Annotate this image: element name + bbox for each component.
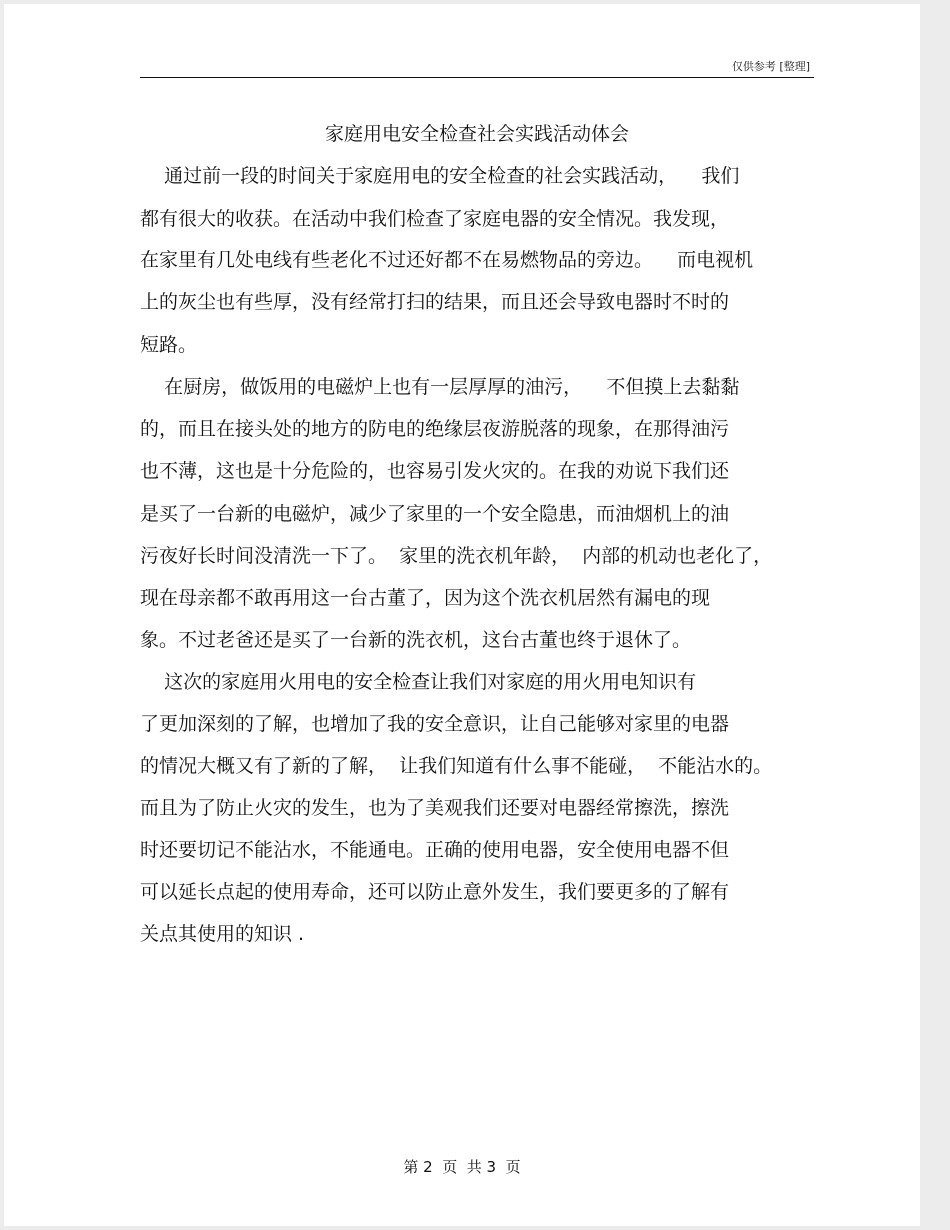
body-line: 通过前一段的时间关于家庭用电的安全检查的社会实践活动， 我们 <box>140 165 740 187</box>
document-title: 家庭用电安全检查社会实践活动体会 <box>324 123 629 145</box>
body-line: 都有很大的收获。在活动中我们检查了家庭电器的安全情况。我发现， <box>140 208 730 230</box>
header-rule <box>140 77 814 78</box>
body-line: 关点其使用的知识 . <box>140 923 305 945</box>
body-line: 这次的家庭用火用电的安全检查让我们对家庭的用火用电知识有 <box>140 671 697 693</box>
body-line: 的情况大概又有了新的了解， 让我们知道有什么事不能碰， 不能沾水的。 <box>140 755 773 777</box>
body-line: 是买了一台新的电磁炉，减少了家里的一个安全隐患，而油烟机上的油 <box>140 503 730 525</box>
body-line: 在家里有几处电线有些老化不过还好都不在易燃物品的旁边。 而电视机 <box>140 249 754 271</box>
body-line: 时还要切记不能沾水，不能通电。正确的使用电器，安全使用电器不但 <box>140 839 730 861</box>
body-line: 上的灰尘也有些厚，没有经常打扫的结果，而且还会导致电器时不时的 <box>140 291 730 313</box>
body-line: 污夜好长时间没清洗一下了。 家里的洗衣机年龄， 内部的机动也老化了， <box>140 545 773 567</box>
header-note: 仅供参考 [整理] <box>731 60 810 73</box>
body-line: 在厨房，做饭用的电磁炉上也有一层厚厚的油污， 不但摸上去黏黏 <box>140 376 740 398</box>
body-line: 象。不过老爸还是买了一台新的洗衣机，这台古董也终于退休了。 <box>140 629 692 651</box>
body-line: 也不薄，这也是十分危险的，也容易引发火灾的。在我的劝说下我们还 <box>140 460 730 482</box>
body-line: 而且为了防止火灾的发生，也为了美观我们还要对电器经常擦洗，擦洗 <box>140 797 730 819</box>
body-line: 可以延长点起的使用寿命，还可以防止意外发生，我们要更多的了解有 <box>140 881 730 903</box>
body-line: 了更加深刻的了解，也增加了我的安全意识，让自己能够对家里的电器 <box>140 713 730 735</box>
body-line: 短路。 <box>140 334 198 356</box>
document-page <box>4 4 920 1226</box>
body-line: 的，而且在接头处的地方的防电的绝缘层夜游脱落的现象，在那得油污 <box>140 418 730 440</box>
page-number: 第 2 页 共 3 页 <box>403 1158 521 1176</box>
body-line: 现在母亲都不敢再用这一台古董了，因为这个洗衣机居然有漏电的现 <box>140 587 711 609</box>
